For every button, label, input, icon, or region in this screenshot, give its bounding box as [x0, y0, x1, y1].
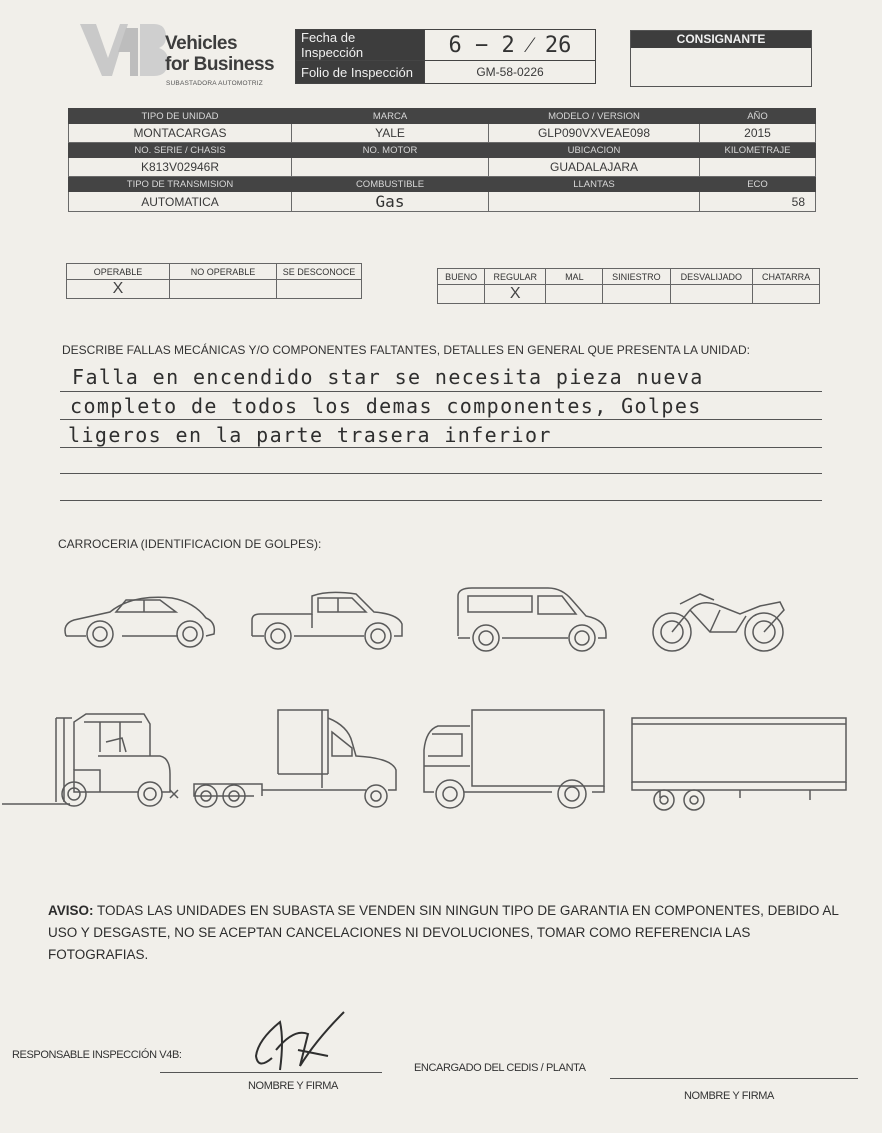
- cond-mark-mal[interactable]: [546, 285, 603, 304]
- cond-mark-siniestro[interactable]: [603, 285, 670, 304]
- op-header-no-operable: NO OPERABLE: [170, 264, 277, 280]
- aviso-bold: AVISO:: [48, 903, 94, 918]
- consignante-label: CONSIGNANTE: [631, 31, 811, 48]
- label-transmision: TIPO DE TRANSMISION: [69, 177, 292, 192]
- cond-header-desvalijado: DESVALIJADO: [670, 269, 753, 285]
- label-llantas: LLANTAS: [489, 177, 700, 192]
- van-icon[interactable]: [452, 586, 612, 654]
- fallas-line-3[interactable]: ligeros en la parte trasera inferior: [68, 423, 552, 447]
- label-serie: NO. SERIE / CHASIS: [69, 143, 292, 158]
- label-motor: NO. MOTOR: [292, 143, 489, 158]
- value-marca[interactable]: YALE: [292, 124, 489, 143]
- op-mark-operable[interactable]: X: [67, 280, 170, 299]
- nombre-firma-1: NOMBRE Y FIRMA: [248, 1080, 338, 1092]
- carroceria-label: CARROCERIA (IDENTIFICACION DE GOLPES):: [58, 537, 322, 551]
- value-modelo[interactable]: GLP090VXVEAE098: [489, 124, 700, 143]
- motorcycle-icon[interactable]: [650, 586, 790, 656]
- cond-mark-regular[interactable]: X: [485, 285, 546, 304]
- forklift-icon[interactable]: [0, 700, 180, 810]
- condition-table: [437, 268, 820, 304]
- label-modelo: MODELO / VERSION: [489, 109, 700, 124]
- value-km[interactable]: [700, 158, 816, 177]
- fallas-line-1[interactable]: Falla en encendido star se necesita pieza nueva: [72, 365, 704, 389]
- cond-header-chatarra: CHATARRA: [753, 269, 820, 285]
- fallas-rule-5: [60, 500, 822, 501]
- cond-mark-bueno[interactable]: [438, 285, 485, 304]
- cond-header-regular: REGULAR: [485, 269, 546, 285]
- value-eco[interactable]: 58: [700, 192, 816, 212]
- value-motor[interactable]: [292, 158, 489, 177]
- fallas-rule-4: [60, 473, 822, 474]
- label-combustible: COMBUSTIBLE: [292, 177, 489, 192]
- inspection-header-table: [295, 29, 596, 84]
- value-ubicacion[interactable]: GUADALAJARA: [489, 158, 700, 177]
- label-eco: ECO: [700, 177, 816, 192]
- v4b-logo-text: V4B: [78, 18, 80, 19]
- signature-line-2: [610, 1078, 858, 1079]
- fecha-label: Fecha de Inspección: [296, 30, 425, 61]
- operability-table: [66, 263, 362, 299]
- cond-header-siniestro: SINIESTRO: [603, 269, 670, 285]
- encargado-label: ENCARGADO DEL CEDIS / PLANTA: [414, 1062, 586, 1074]
- box-truck-icon[interactable]: [418, 706, 608, 812]
- trailer-icon[interactable]: [630, 716, 850, 812]
- brand-line-1: Vehicles: [165, 33, 238, 54]
- fallas-rule-1: [60, 391, 822, 392]
- brand-line-2: for Business: [165, 54, 275, 75]
- fallas-label: DESCRIBE FALLAS MECÁNICAS Y/O COMPONENTES FALTANTES, DETALLES EN GENERAL QUE PRESENTA LA UNIDAD:: [62, 343, 750, 357]
- cond-header-mal: MAL: [546, 269, 603, 285]
- value-serie[interactable]: K813V02946R: [69, 158, 292, 177]
- label-anio: AÑO: [700, 109, 816, 124]
- fallas-rule-2: [60, 419, 822, 420]
- cond-mark-desvalijado[interactable]: [670, 285, 753, 304]
- label-tipo: TIPO DE UNIDAD: [69, 109, 292, 124]
- sedan-icon[interactable]: [60, 590, 220, 654]
- tractor-truck-icon[interactable]: [192, 704, 402, 810]
- cond-mark-chatarra[interactable]: [753, 285, 820, 304]
- label-marca: MARCA: [292, 109, 489, 124]
- value-tipo[interactable]: MONTACARGAS: [69, 124, 292, 143]
- op-mark-no-operable[interactable]: [170, 280, 277, 299]
- label-km: KILOMETRAJE: [700, 143, 816, 158]
- op-header-operable: OPERABLE: [67, 264, 170, 280]
- v4b-logo: [78, 18, 168, 80]
- pickup-icon[interactable]: [248, 588, 408, 654]
- responsable-label: RESPONSABLE INSPECCIÓN V4B:: [12, 1049, 182, 1061]
- nombre-firma-2: NOMBRE Y FIRMA: [684, 1090, 774, 1102]
- folio-label: Folio de Inspección: [296, 61, 425, 84]
- consignante-box: [630, 30, 812, 87]
- cond-header-bueno: BUENO: [438, 269, 485, 285]
- value-llantas[interactable]: [489, 192, 700, 212]
- fecha-value[interactable]: 6 − 2 ⁄ 26: [425, 30, 596, 61]
- handwritten-signature[interactable]: [250, 1010, 350, 1080]
- op-header-desconoce: SE DESCONOCE: [277, 264, 362, 280]
- folio-value[interactable]: GM-58-0226: [425, 61, 596, 84]
- unit-details-table: [68, 108, 816, 212]
- aviso-notice: [48, 900, 848, 966]
- consignante-value[interactable]: [631, 48, 811, 84]
- value-combustible[interactable]: Gas: [292, 192, 489, 212]
- value-anio[interactable]: 2015: [700, 124, 816, 143]
- fallas-line-2[interactable]: completo de todos los demas componentes, Golpes: [70, 394, 702, 418]
- label-ubicacion: UBICACION: [489, 143, 700, 158]
- aviso-text: TODAS LAS UNIDADES EN SUBASTA SE VENDEN SIN NINGUN TIPO DE GARANTIA EN COMPONENTES, DEBIDO AL USO Y DESGASTE, NO SE ACEPTAN CANCELACIONES NI DEVOLUCIONES, TOMAR COMO REFERENCIA LAS FOTOGRAFIAS.: [48, 903, 839, 962]
- brand-tagline: SUBASTADORA AUTOMOTRIZ: [166, 80, 263, 87]
- value-transmision[interactable]: AUTOMATICA: [69, 192, 292, 212]
- fallas-rule-3: [60, 447, 822, 448]
- op-mark-desconoce[interactable]: [277, 280, 362, 299]
